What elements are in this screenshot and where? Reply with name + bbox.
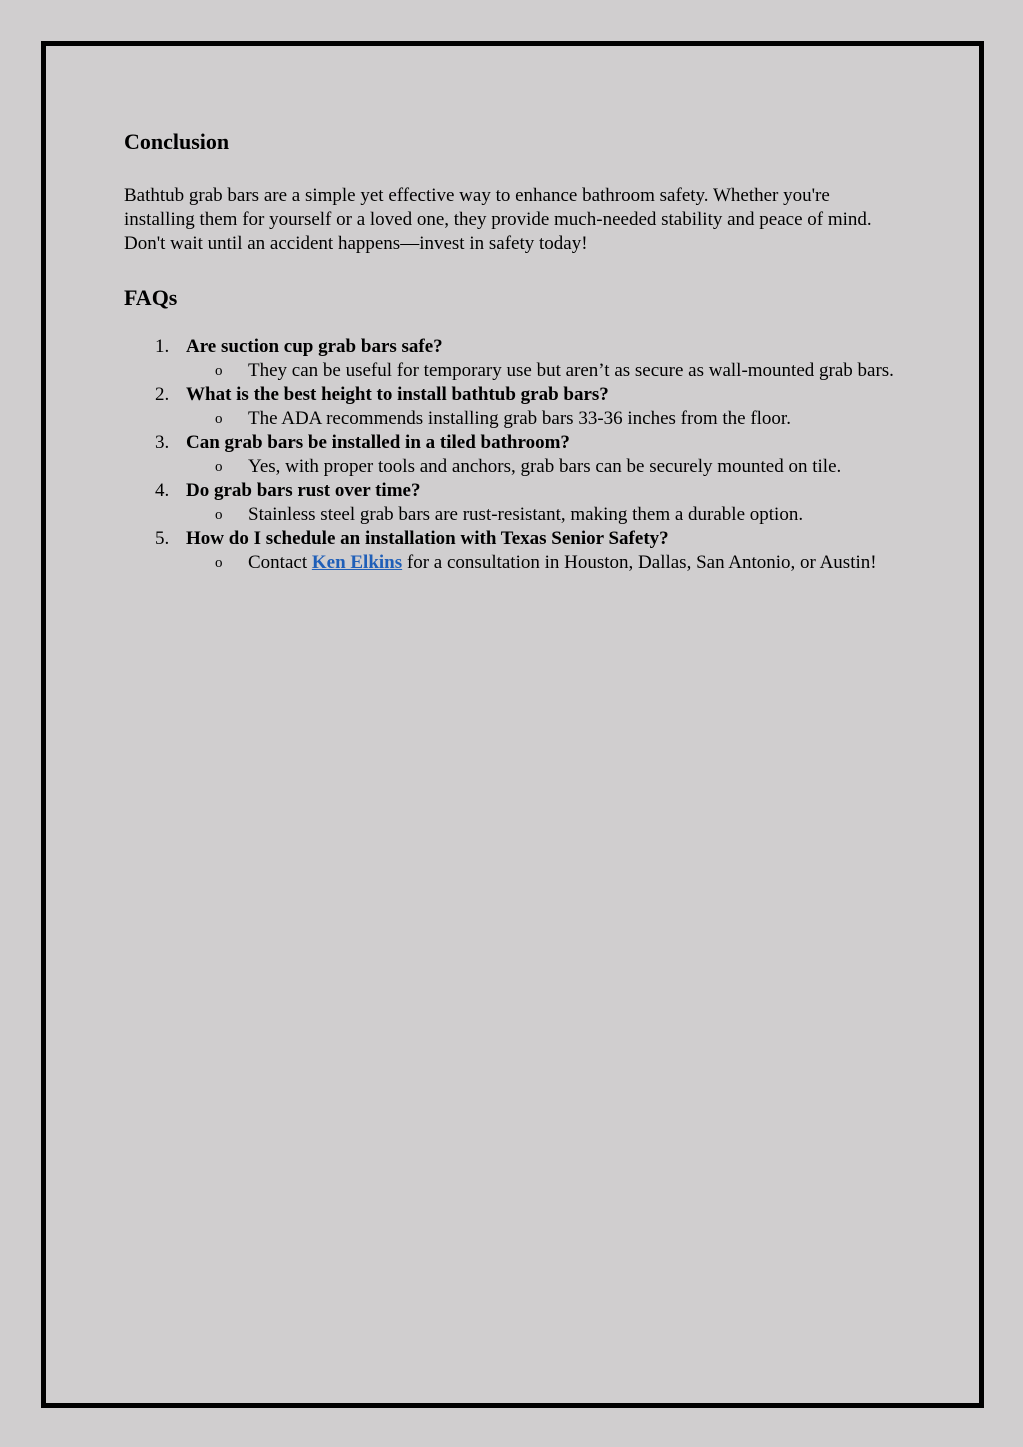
faq-number: 4. xyxy=(155,480,170,501)
faq-answer-list xyxy=(186,359,904,383)
faq-answer xyxy=(186,359,904,383)
faq-answer-list xyxy=(186,551,904,575)
conclusion-heading: Conclusion xyxy=(124,129,230,154)
bullet-icon: o xyxy=(215,507,223,523)
conclusion-paragraph: Bathtub grab bars are a simple yet effective way to enhance bathroom safety. Whether you're installing them for yourself or a loved one, they provide much-needed stability and peace of mind. Don't wait until an accident happens—invest in safety today! xyxy=(124,185,872,254)
faq-answer xyxy=(186,407,904,431)
faq-item xyxy=(124,383,904,431)
bullet-icon: o xyxy=(215,555,223,571)
faq-question: Can grab bars be installed in a tiled bathroom? xyxy=(186,432,570,453)
faq-question: Do grab bars rust over time? xyxy=(186,480,421,501)
page-frame xyxy=(41,41,984,1408)
faq-item xyxy=(124,527,904,575)
faq-answer xyxy=(186,503,904,527)
faq-number: 3. xyxy=(155,432,170,453)
faq-number: 1. xyxy=(155,336,170,357)
faq-answer-list xyxy=(186,407,904,431)
faq-answer-list xyxy=(186,503,904,527)
faq-item xyxy=(124,335,904,383)
faq-number: 5. xyxy=(155,528,170,549)
bullet-icon: o xyxy=(215,363,223,379)
faq-question: Are suction cup grab bars safe? xyxy=(186,336,443,357)
bullet-icon: o xyxy=(215,411,223,427)
faq-number: 2. xyxy=(155,384,170,405)
faq-question: What is the best height to install bathtub grab bars? xyxy=(186,384,609,405)
faq-answer-list xyxy=(186,455,904,479)
faq-answer-text: They can be useful for temporary use but aren’t as secure as wall-mounted grab bars. xyxy=(248,360,894,381)
faq-list xyxy=(124,335,904,575)
faq-question: How do I schedule an installation with Texas Senior Safety? xyxy=(186,528,669,549)
faq-answer-text-before: Contact xyxy=(248,552,312,573)
faq-answer-text: The ADA recommends installing grab bars 33-36 inches from the floor. xyxy=(248,408,791,429)
faq-item xyxy=(124,479,904,527)
faq-answer xyxy=(186,551,904,575)
faq-item xyxy=(124,431,904,479)
faq-answer xyxy=(186,455,904,479)
bullet-icon: o xyxy=(215,459,223,475)
document-content xyxy=(124,126,904,575)
faqs-heading: FAQs xyxy=(124,285,178,310)
faq-answer-text: Yes, with proper tools and anchors, grab bars can be securely mounted on tile. xyxy=(248,456,842,477)
faq-answer-text: Stainless steel grab bars are rust-resistant, making them a durable option. xyxy=(248,504,804,525)
faq-answer-text-after: for a consultation in Houston, Dallas, San Antonio, or Austin! xyxy=(402,552,877,573)
ken-elkins-link[interactable]: Ken Elkins xyxy=(311,552,403,573)
